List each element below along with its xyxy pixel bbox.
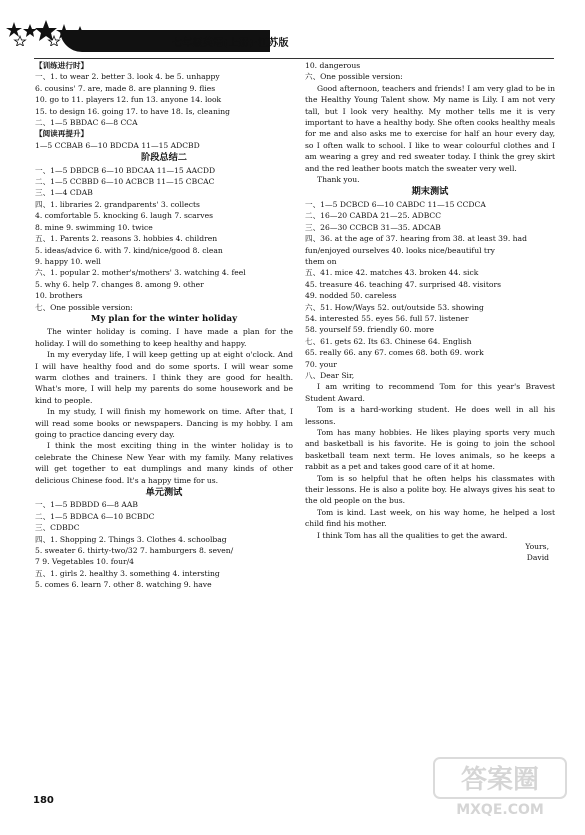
section-title: 阶段总结二 [141,152,187,164]
book-title: 七年级英语(上册)·江苏版 [172,38,289,49]
page-number: 180 [33,795,54,806]
answer-line: 二、16—20 CABDA 21—25. ADBCC [305,211,442,221]
answer-line: 四、1. Shopping 2. Things 3. Clothes 4. schoolbag [35,534,227,544]
answer-line: 5. comes 6. learn 7. other 8. watching 9. have [35,580,212,590]
answer-line: 二、1—5 CCBBD 6—10 ACBCB 11—15 CBCAC [35,177,215,187]
essay-paragraph: In my study, I will finish my homework on time. After that, I will read some books or newspapers. Dancing is my hobby. I am going to practice dancing every day. [35,407,293,439]
essay-paragraph: The winter holiday is coming. I have made a plan for the holiday. I will do something to keep healthy and happy. [35,327,293,348]
letter-signoff: David [526,553,549,563]
answer-line: 六、51. How/Ways 52. out/outside 53. showing [305,302,484,312]
essay-title: My plan for the winter holiday [90,313,238,324]
essay-paragraph: Tom is so helpful that he often helps his classmates with their lessons. He is also a polite boy. He always gives his seat to the old people on the bus. [305,473,555,506]
svg-text:答案圈: 答案圈 [460,765,540,795]
answer-line: 7 9. Vegetables 10. four/4 [35,557,134,567]
answer-line: 54. interested 55. eyes 56. full 57. listener [305,313,469,323]
answer-line: 5. ideas/advice 6. with 7. kind/nice/good 8. clean [35,245,223,255]
answer-line: 七、61. gets 62. Its 63. Chinese 64. English [305,336,472,346]
answer-line: 五、1. Parents 2. reasons 3. hobbies 4. children [35,234,218,244]
answer-line: 49. nodded 50. careless [305,291,397,301]
svg-text:MXQE.COM: MXQE.COM [456,802,544,818]
essay-paragraph: Tom is a hard-working student. He does well in all his lessons. [305,405,555,426]
answer-line: 五、1. girls 2. healthy 3. something 4. intersting [35,568,220,578]
answer-line: 三、26—30 CCBCB 31—35. ADCAB [305,222,441,232]
answer-line: 4. comfortable 5. knocking 6. laugh 7. scarves [35,211,213,221]
answer-line: 三、CDBDC [35,523,80,533]
essay-paragraph: I think Tom has all the qualities to get the award. [317,530,508,540]
answer-line: 70. your [305,359,337,369]
answer-line: 三、1—4 CDAB [35,188,93,198]
header-divider [34,58,554,59]
answer-line: 二、1—5 BBDAC 6—8 CCA [35,118,138,128]
answer-line: 6. cousins' 7. are, made 8. are planning 9. flies [35,83,216,93]
section-heading: 【阅读再提升】 [35,129,89,139]
answer-line: 1—5 CCBAB 6—10 BDCDA 11—15 ADCBD [35,140,200,150]
answer-line: 二、1—5 BDBCA 6—10 BCBDC [35,511,155,521]
answer-line: 七、One possible version: [35,302,133,312]
answer-line: 10. brothers [35,291,83,301]
answer-line: 58. yourself 59. friendly 60. more [305,325,435,335]
essay-paragraph: I am writing to recommend Tom for this year's Bravest Student Award. [305,382,555,403]
essay-paragraph: Tom is kind. Last week, on his way home, he helped a lost child find his mother. [305,507,555,529]
section-title: 期末测试 [411,186,449,198]
answer-line: 八、Dear Sir, [305,370,355,380]
section-title: 单元测试 [145,487,183,499]
answer-line: 45. treasure 46. teaching 47. surprised 48. visitors [305,279,501,289]
answer-line: 六、One possible version: [305,72,403,82]
answer-line: 四、36. at the age of 37. hearing from 38. at least 39. had [305,234,527,244]
answer-line: 一、1—5 BDBDD 6—8 AAB [35,500,138,510]
essay-paragraph: Thank you. [317,175,360,185]
answer-line: 65. really 66. any 67. comes 68. both 69. work [305,348,484,358]
section-heading: 【训练进行时】 [35,61,89,70]
answer-line: 10. go to 11. players 12. fun 13. anyone 14. look [35,95,222,105]
left-answer-column [35,60,293,591]
essay-paragraph: Tom has many hobbies. He likes playing sports very much and basketball is his favorite. He is going to join the school basketball team next term. He loves animals, so he keeps a rabbit as a pet and takes good care of it at home. [305,428,555,472]
answer-line: fun/enjoyed ourselves 40. looks nice/beautiful try [305,245,495,255]
answer-line: 10. dangerous [305,61,361,70]
answer-line: 五、41. mice 42. matches 43. broken 44. sick [305,268,479,278]
answer-line: 8. mine 9. swimming 10. twice [35,222,153,232]
essay-paragraph: In my everyday life, I will keep getting up at eight o'clock. And I will have healthy food and do some sports. I will wear some warm clothes and trainers. I think they are good for health. What's more, I will help my parents do some housework and be kind to people. [35,350,293,405]
answer-line: 5. why 6. help 7. changes 8. among 9. other [35,279,204,289]
answer-line: 15. to design 16. going 17. to have 18. Is, cleaning [35,106,231,116]
essay-paragraph: I think the most exciting thing in the winter holiday is to celebrate the Chinese New Year with my family. Many relatives will get together to eat dumplings and many kinds of other delicious Chinese food. It's a happy time for us. [35,441,293,485]
watermark-logo [430,752,570,822]
answer-line: them on [305,256,337,266]
answer-line: 六、1. popular 2. mother's/mothers' 3. watching 4. feel [35,268,246,278]
essay-paragraph: Good afternoon, teachers and friends! I am very glad to be in the Healthy Young Talent show. My name is Lily. I am not very tall, but I look very healthy. My mother tells me it is very important to have a healthy body. She often cooks healthy meals for me and also asks me to exercise for half an hour every day, so I often walk to school. I like to wear colourful clothes and I am wearing a grey and red sweater today. I think the grey skirt and the red leather boots match the sweater very well. [305,83,555,173]
answer-line: 5. sweater 6. thirty-two/32 7. hamburgers 8. seven/ [35,546,234,556]
answer-line: 一、1. to wear 2. better 3. look 4. be 5. unhappy [35,72,220,82]
answer-line: 四、1. libraries 2. grandparents' 3. collects [35,199,200,209]
answer-line: 9. happy 10. well [35,256,101,266]
answer-line: 一、1—5 DCBCD 6—10 CABDC 11—15 CCDCA [305,199,486,209]
right-answer-column [305,60,555,564]
header-banner [0,0,585,58]
letter-signoff: Yours, [525,542,549,552]
answer-line: 一、1—5 DBDCB 6—10 BDCAA 11—15 AACDD [35,165,216,175]
